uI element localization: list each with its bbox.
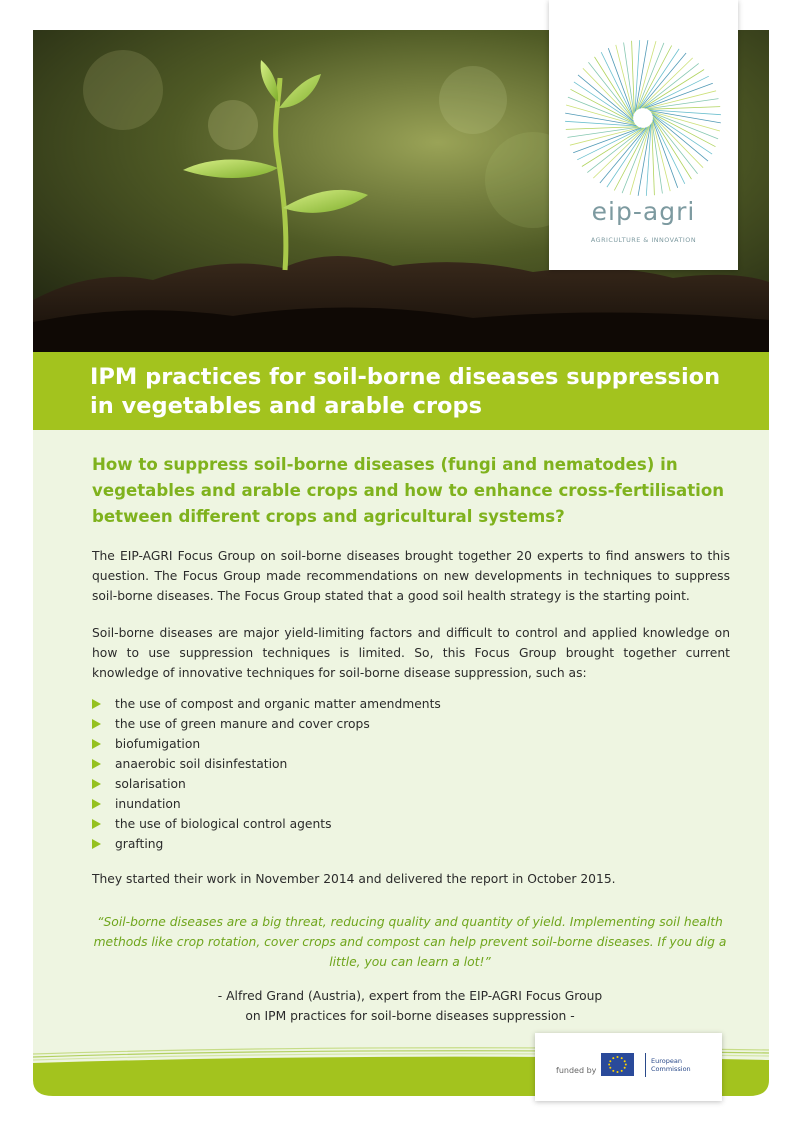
triangle-bullet-icon <box>92 839 101 849</box>
eu-flag-icon <box>601 1053 634 1076</box>
triangle-bullet-icon <box>92 719 101 729</box>
page-title: IPM practices for soil-borne diseases suppression in vegetables and arable crops <box>90 364 721 419</box>
lead-question: How to suppress soil-borne diseases (fungi and nematodes) in vegetables and arable crops and how to enhance cross-fertilisation between different crops and agricultural systems? <box>92 455 725 526</box>
triangle-bullet-icon <box>92 759 101 769</box>
logo-wordmark: eip-agri <box>591 197 696 226</box>
list-item: solarisation <box>92 774 441 794</box>
list-item: the use of biological control agents <box>92 814 441 834</box>
context-paragraph: Soil-borne diseases are major yield-limiting factors and difficult to control and applied knowledge on how to use suppression techniques is limited. So, this Focus Group brought together current knowledge of innovative techniques for soil-borne disease suppression, such as: <box>92 626 730 680</box>
quote-attribution <box>160 986 660 1026</box>
logo-tagline: AGRICULTURE & INNOVATION <box>590 236 697 244</box>
list-item: inundation <box>92 794 441 814</box>
triangle-bullet-icon <box>92 819 101 829</box>
list-item: the use of compost and organic matter amendments <box>92 694 441 714</box>
eip-agri-burst-logo-icon <box>549 0 738 200</box>
triangle-bullet-icon <box>92 799 101 809</box>
expert-quote: “Soil-borne diseases are a big threat, reducing quality and quantity of yield. Implementing soil health methods like crop rotation, cover crops and compost can help prevent soil-borne diseases. If you dig a little, you can learn a lot!” <box>93 915 727 969</box>
funding-card <box>535 1033 722 1101</box>
intro-paragraph: The EIP-AGRI Focus Group on soil-borne diseases brought together 20 experts to find answers to this question. The Focus Group made recommendations on new developments in techniques to suppress soil-borne diseases. The Focus Group stated that a good soil health strategy is the starting point. <box>92 549 730 603</box>
title-band <box>33 352 769 430</box>
list-item: grafting <box>92 834 441 854</box>
triangle-bullet-icon <box>92 739 101 749</box>
triangle-bullet-icon <box>92 699 101 709</box>
attribution-line-1: - Alfred Grand (Austria), expert from the EIP-AGRI Focus Group <box>217 989 603 1003</box>
list-item: anaerobic soil disinfestation <box>92 754 441 774</box>
list-item: the use of green manure and cover crops <box>92 714 441 734</box>
triangle-bullet-icon <box>92 779 101 789</box>
attribution-line-2: on IPM practices for soil-borne diseases suppression - <box>245 1009 575 1023</box>
funded-by-label: funded by <box>556 1066 597 1075</box>
list-item: biofumigation <box>92 734 441 754</box>
commission-divider <box>645 1053 646 1077</box>
eip-agri-logo-card <box>549 0 738 270</box>
techniques-list <box>92 694 441 854</box>
timeline-paragraph: They started their work in November 2014 and delivered the report in October 2015. <box>92 872 616 886</box>
european-commission-label: European Commission <box>651 1057 691 1073</box>
